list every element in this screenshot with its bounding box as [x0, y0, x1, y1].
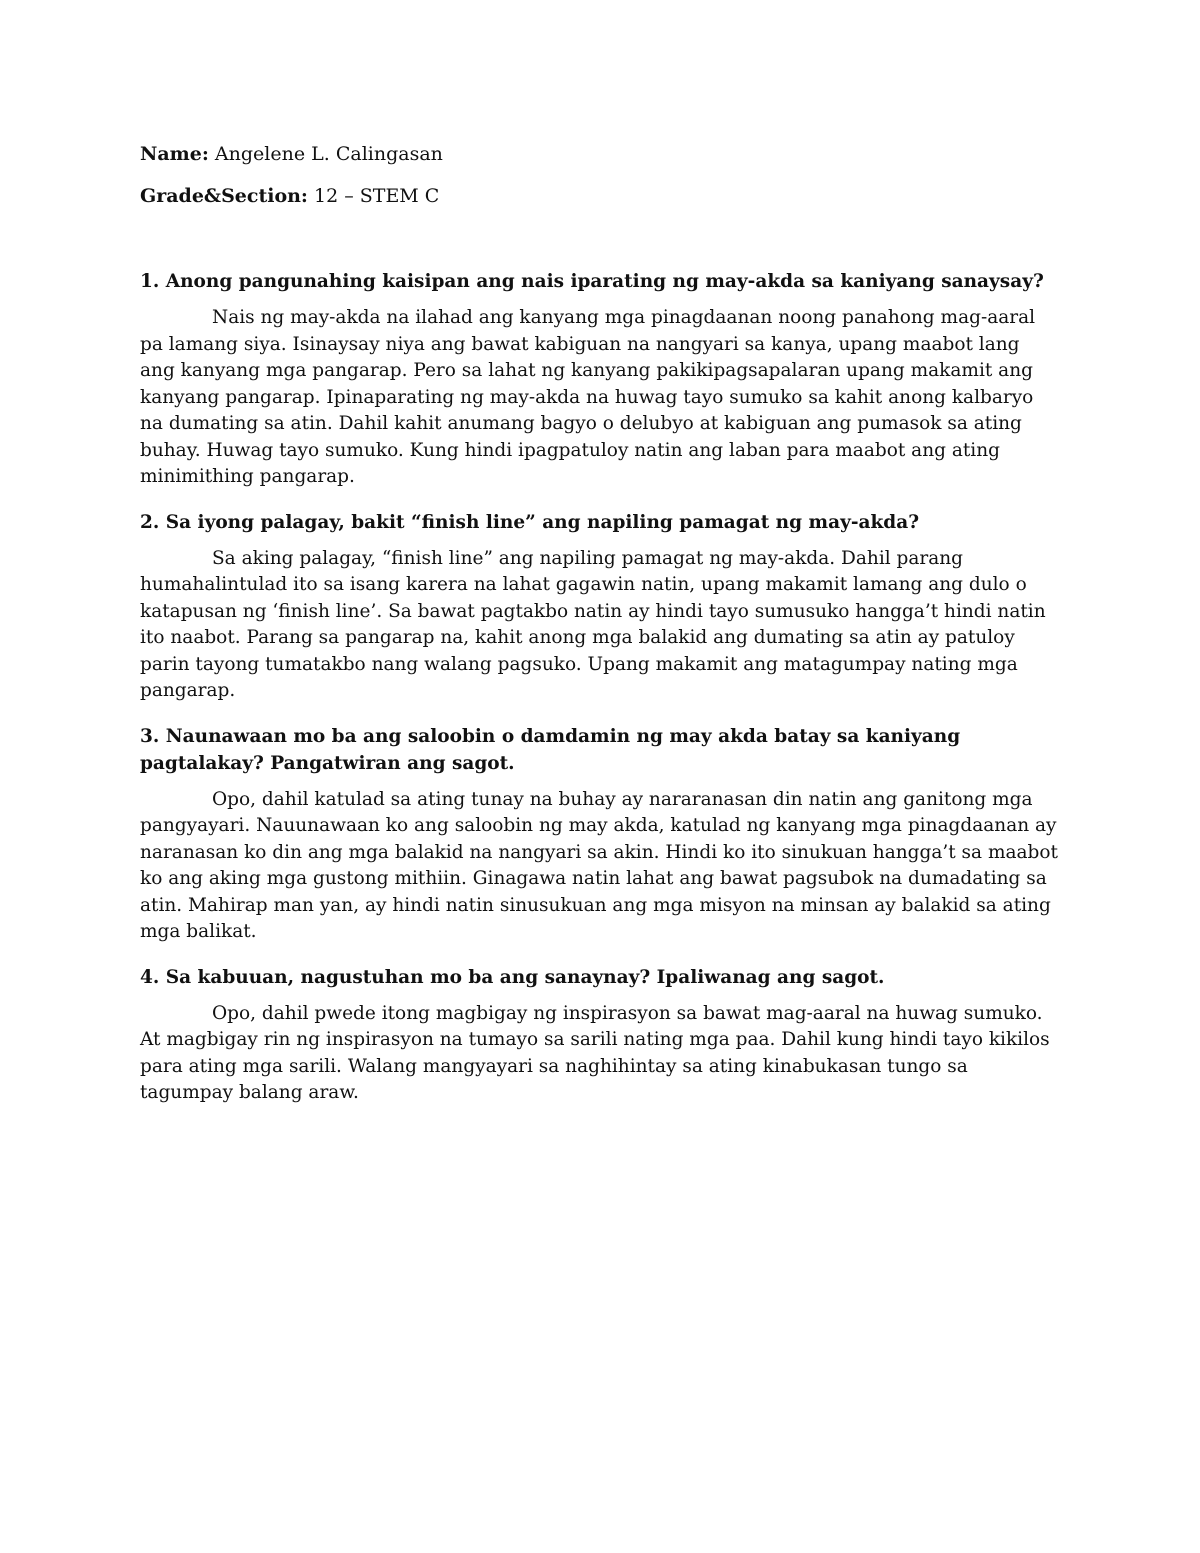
answer-1: Nais ng may-akda na ilahad ang kanyang mga pinagdaanan noong panahong mag-aaral pa lamang siya. Isinaysay niya ang bawat kabiguan na nangyari sa kanya, upang maabot lang ang kanyang mga pangarap. Pero sa lahat ng kanyang pakikipagsapalaran upang makamit ang kanyang pangarap. Ipinaparating ng may-akda na huwag tayo sumuko sa kahit anong kalbaryo na dumating sa atin. Dahil kahit anumang bagyo o delubyo at kabiguan ang pumasok sa ating buhay. Huwag tayo sumuko. Kung hindi ipagpatuloy natin ang laban para maabot ang ating minimithing pangarap. [140, 307, 1036, 487]
header-spacer [140, 224, 1060, 268]
section-line [140, 182, 1060, 210]
section-label: Grade&Section: [140, 185, 308, 207]
answer-3: Opo, dahil katulad sa ating tunay na buhay ay nararanasan din natin ang ganitong mga pangyayari. Nauunawaan ko ang saloobin ng may akda, katulad ng kanyang mga pinagdaanan ay naranasan ko din ang mga balakid na nangyari sa akin. Hindi ko ito sinukuan hangga’t sa maabot ko ang aking mga gustong mithiin. Ginagawa natin lahat ang bawat pagsubok na dumadating sa atin. Mahirap man yan, ay hindi natin sinusukuan ang mga misyon na minsan ay balakid sa ating mga balikat. [140, 788, 1058, 942]
name-line [140, 140, 1060, 168]
qa-item-3 [140, 723, 1060, 946]
question-1: 1. Anong pangunahing kaisipan ang nais iparating ng may-akda sa kaniyang sanaysay? [140, 271, 1044, 292]
name-label: Name: [140, 143, 209, 165]
qa-item-4 [140, 964, 1060, 1107]
qa-item-2 [140, 509, 1060, 705]
document-content [140, 140, 1060, 1125]
question-2: 2. Sa iyong palagay, bakit “finish line” ang napiling pamagat ng may-akda? [140, 511, 920, 533]
answer-4: Opo, dahil pwede itong magbigay ng inspirasyon sa bawat mag-aaral na huwag sumuko. At magbigay rin ng inspirasyon na tumayo sa sarili nating mga paa. Dahil kung hindi tayo kikilos para ating mga sarili. Walang mangyayari sa naghihintay sa ating kinabukasan tungo sa tagumpay balang araw. [140, 1002, 1050, 1103]
question-4: 4. Sa kabuuan, nagustuhan mo ba ang sanaynay? Ipaliwanag ang sagot. [140, 966, 885, 988]
section-value: 12 – STEM C [307, 185, 440, 207]
qa-item-1 [140, 268, 1060, 491]
question-3: 3. Naunawaan mo ba ang saloobin o damdamin ng may akda batay sa kaniyang pagtalakay? Pangatwiran ang sagot. [140, 725, 961, 774]
name-value: Angelene L. Calingasan [208, 143, 443, 165]
answer-2: Sa aking palagay, “finish line” ang napiling pamagat ng may-akda. Dahil parang humahalintulad ito sa isang karera na lahat gagawin natin, upang makamit lamang ang dulo o katapusan ng ‘finish line’. Sa bawat pagtakbo natin ay hindi tayo sumusuko hangga’t hindi natin ito naabot. Parang sa pangarap na, kahit anong mga balakid ang dumating sa atin ay patuloy parin tayong tumatakbo nang walang pagsuko. Upang makamit ang matagumpay nating mga pangarap. [140, 547, 1046, 701]
